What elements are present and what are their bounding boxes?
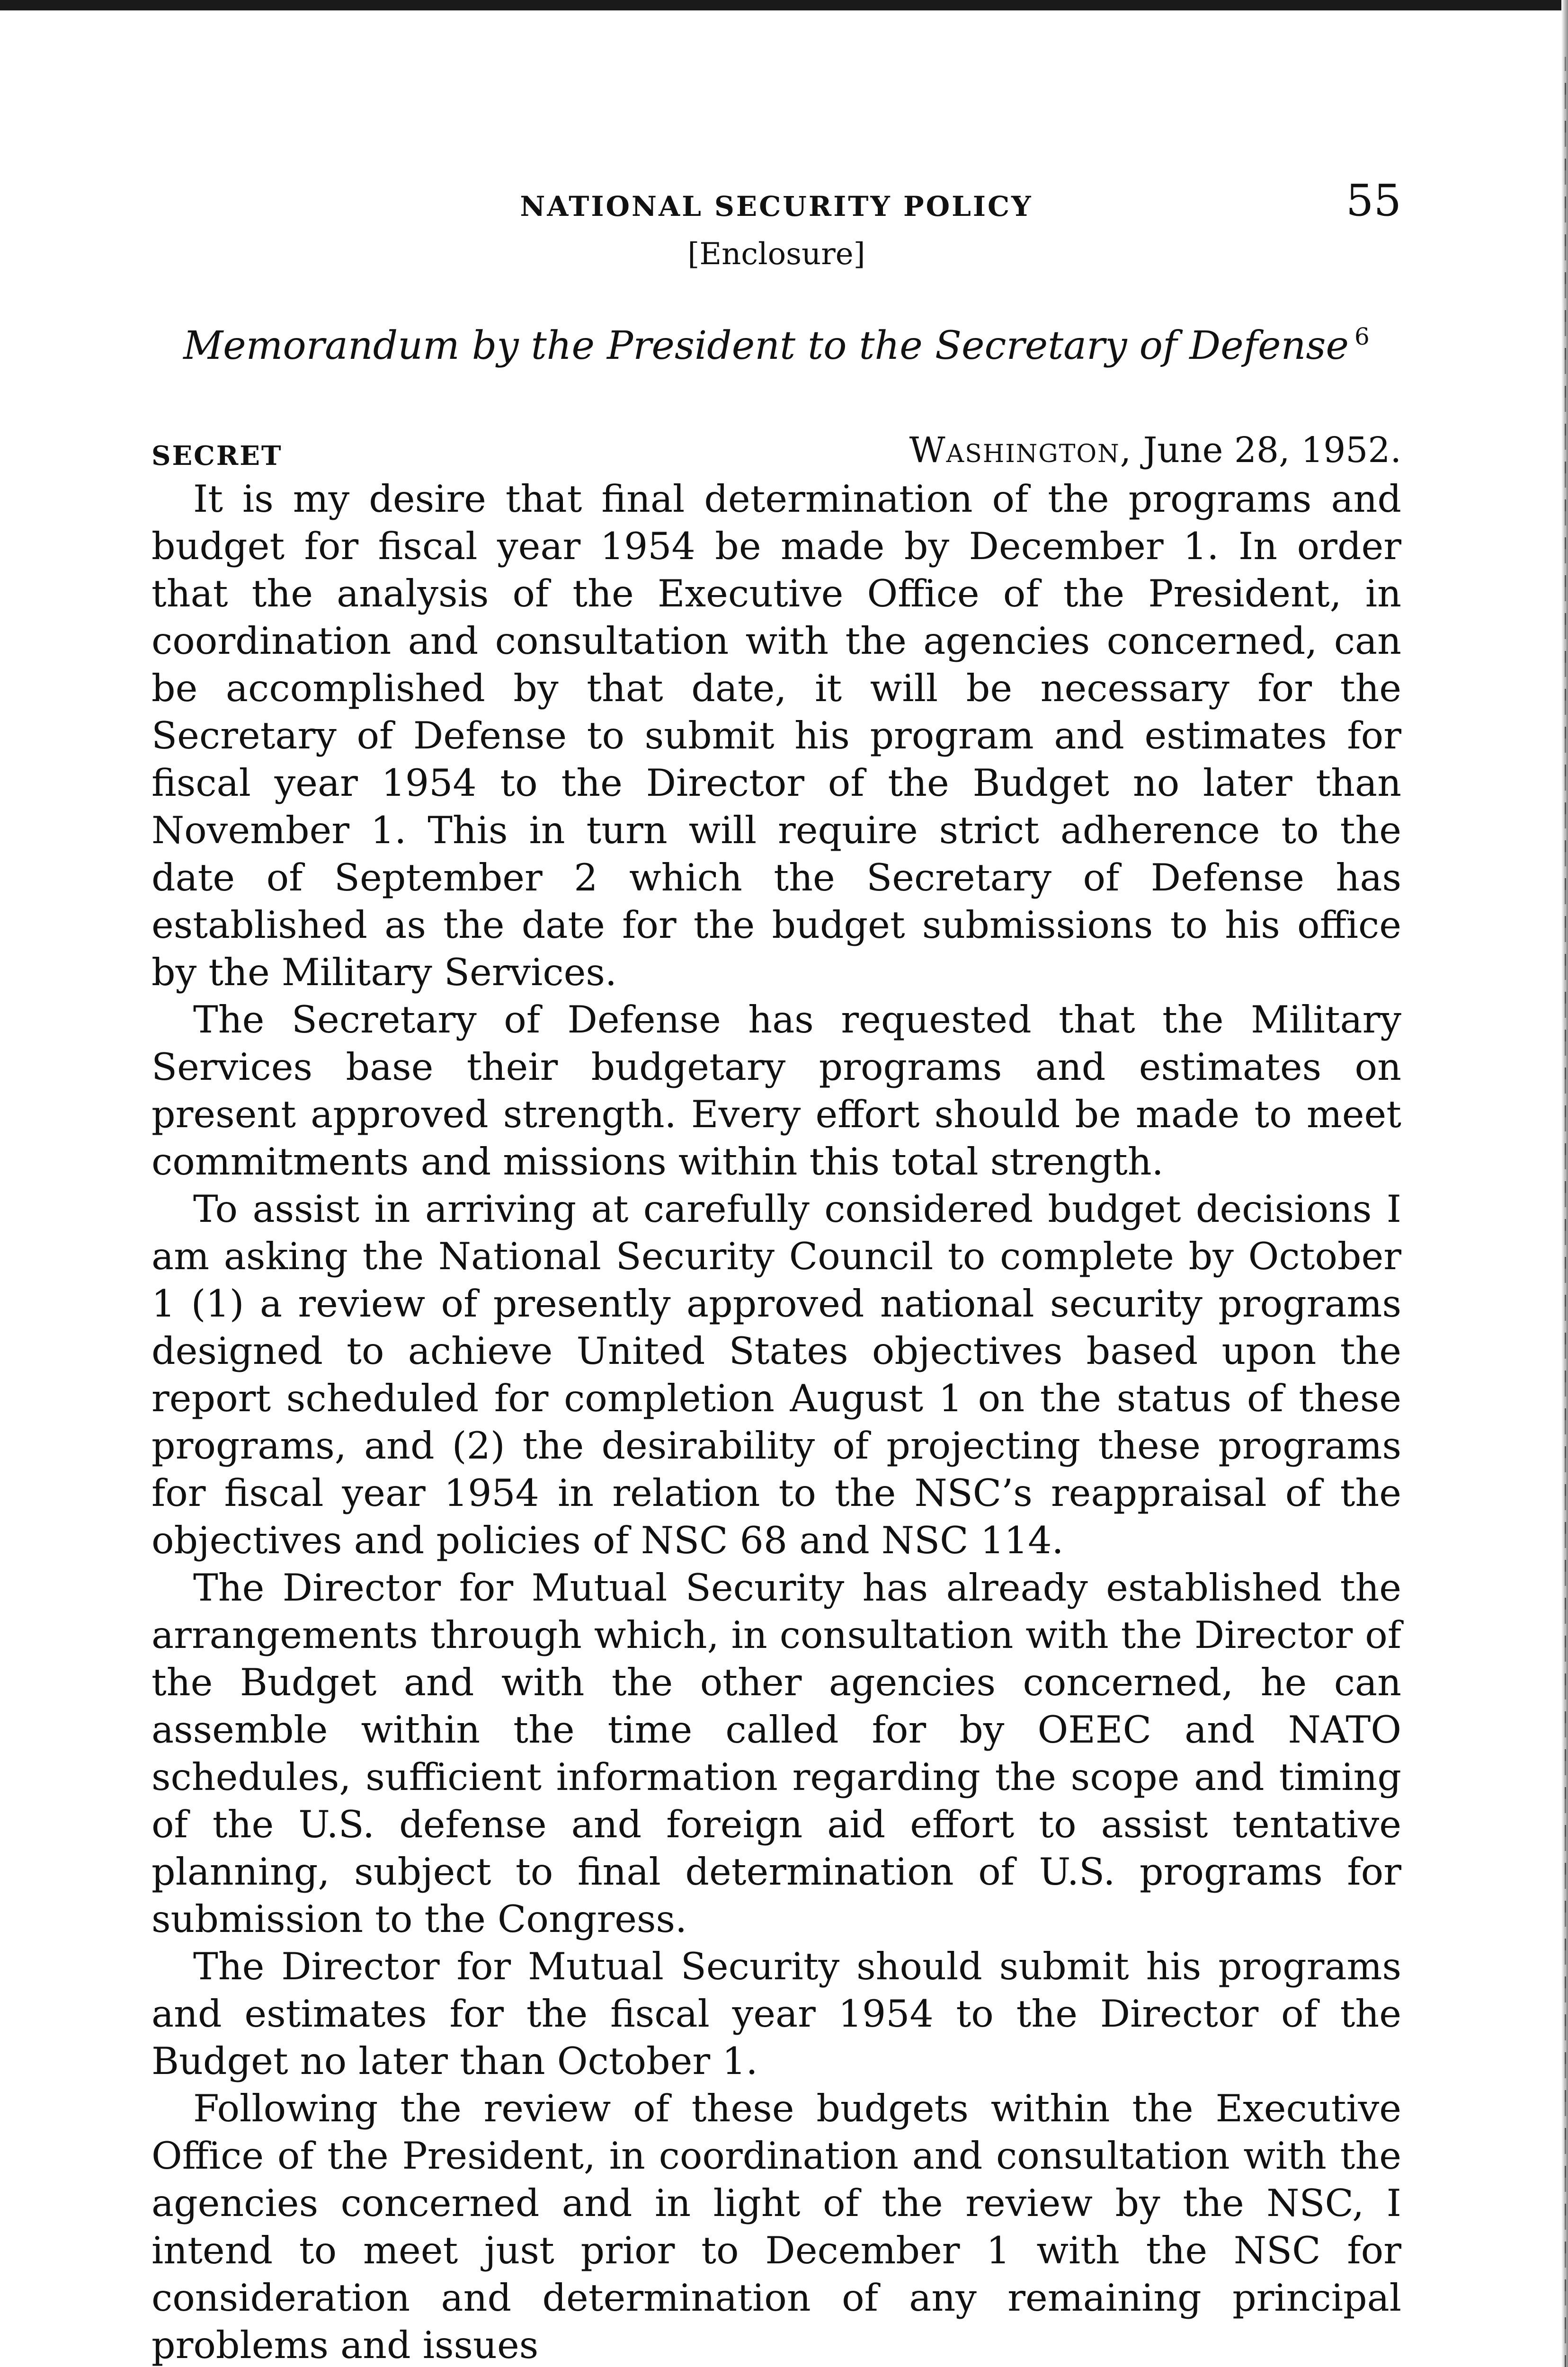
- place-date: [909, 430, 1401, 471]
- classification-marking: SECRET: [151, 440, 283, 472]
- paragraph: The Secretary of Defense has requested that the Military Services base their budgetary programs and estimates on present approved strength. Every effort should be made to meet commitments and missions within this total strength.: [151, 998, 1401, 1184]
- running-header: [151, 170, 1401, 226]
- running-title: NATIONAL SECURITY POLICY: [520, 190, 1033, 222]
- memo-title-text: Memorandum by the President to the Secretary of Defense: [183, 323, 1349, 368]
- dateline: [151, 430, 1401, 475]
- enclosure-label: [Enclosure]: [687, 237, 865, 272]
- page-number: 55: [1345, 175, 1401, 226]
- memo-title-footnote-ref: 6: [1354, 323, 1370, 350]
- document-page: [151, 170, 1401, 2367]
- paragraph: To assist in arriving at carefully considered budget decisions I am asking the National Security Council to complete by October 1 (1) a review of presently approved national security programs designed to achieve United States objectives based upon the report scheduled for completion August 1 on the status of these programs, and (2) the desirability of projecting these programs for fiscal year 1954 in relation to the NSC’s reappraisal of the objectives and policies of NSC 68 and NSC 114.: [151, 1187, 1401, 1562]
- scan-top-edge: [0, 0, 1568, 10]
- paragraph: It is my desire that final determination of the programs and budget for fiscal year 1954 be made by December 1. In order that the analysis of the Executive Office of the President, in coordination and consultation with the agencies concerned, can be accomplished by that date, it will be necessary for the Secretary of Defense to submit his program and estimates for fiscal year 1954 to the Director of the Budget no later than November 1. This in turn will require strict adherence to the date of September 2 which the Secretary of Defense has established as the date for the budget submissions to his office by the Military Services.: [151, 477, 1401, 994]
- paragraph: The Director for Mutual Security should submit his programs and estimates for the fiscal year 1954 to the Director of the Budget no later than October 1.: [151, 1945, 1401, 2083]
- memo-body: [151, 475, 1401, 2367]
- date: June 28, 1952.: [1143, 430, 1401, 471]
- paragraph: Following the review of these budgets within the Executive Office of the President, in coordination and consultation with the agencies concerned and in light of the review by the NSC, I intend to meet just prior to December 1 with the NSC for consideration and determination of any remaining principal problems and issues: [151, 2087, 1401, 2367]
- scan-binding-edge: [1565, 57, 1566, 2367]
- place: Washington,: [909, 430, 1132, 471]
- memo-title: [151, 323, 1401, 368]
- paragraph: The Director for Mutual Security has already established the arrangements through which, in consultation with the Director of the Budget and with the other agencies concerned, he can assemble within the time called for by OEEC and NATO schedules, sufficient information regarding the scope and timing of the U.S. defense and foreign aid effort to assist tentative planning, subject to final determination of U.S. programs for submission to the Congress.: [151, 1566, 1401, 1941]
